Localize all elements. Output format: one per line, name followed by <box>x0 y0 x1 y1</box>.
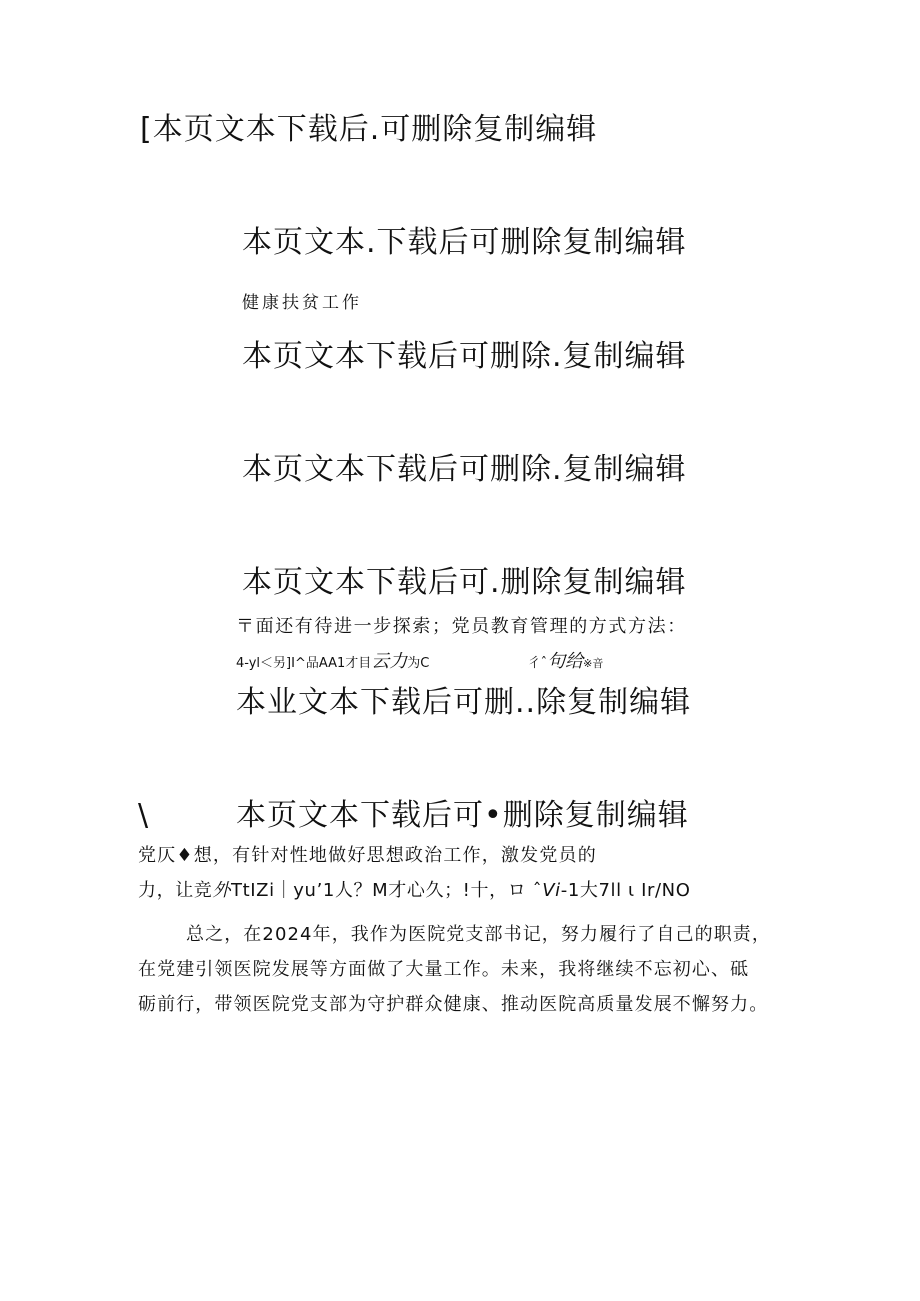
garbled-1-a: 4-yl＜另]I^品AA1才目 <box>236 656 372 671</box>
conclusion-line-1: 总之，在2024年，我作为医院党支部书记，努力履行了自己的职责， <box>186 924 772 945</box>
garbled-2-a: 力，让竞 <box>138 880 213 901</box>
watermark-line-3: 本页文本下载后可删除.复制编辑 <box>242 452 687 487</box>
garbled-1-d: 彳ˆ <box>527 656 548 671</box>
watermark-line-5: 本业文本下载后可删..除复制编辑 <box>236 685 692 720</box>
conclusion-line-2: 在党建引领医院发展等方面做了大量工作。未来，我将继续不忘初心、砥 <box>138 959 750 980</box>
garbled-line-1 <box>236 653 603 671</box>
garbled-1-e: 句给 <box>547 651 584 672</box>
garbled-line-2 <box>138 882 690 900</box>
garbled-1-b: 云力 <box>371 651 408 672</box>
garbled-2-e: -1大7ll ι Ir/NO <box>560 880 691 901</box>
watermark-line-2: 本页文本下载后可删除.复制编辑 <box>242 339 687 374</box>
watermark-line-1: 本页文本.下载后可删除复制编辑 <box>242 225 687 260</box>
conclusion-line-3: 砺前行，带领医院党支部为守护群众健康、推动医院高质量发展不懈努力。 <box>138 994 769 1015</box>
garbled-2-c: TtIZi｜yu’1人？M才心久；!十，ロ ˆ <box>231 880 543 901</box>
garbled-2-b: 外 <box>212 880 232 901</box>
header-line: [本页文本下载后.可删除复制编辑 <box>140 112 598 147</box>
section-title: 健康扶贫工作 <box>242 293 362 313</box>
garbled-1-c: 为C <box>407 656 430 671</box>
watermark-line-4: 本页文本下载后可.删除复制编辑 <box>242 565 687 600</box>
paragraph-fragment-2: 党仄♦想，有针对性地做好思想政治工作，激发党员的 <box>138 845 597 866</box>
paragraph-fragment-1: 〒面还有待进一步探索；党员教育管理的方式方法： <box>236 616 687 637</box>
backslash-mark: \ <box>138 798 150 833</box>
garbled-1-f: ※音 <box>583 657 604 670</box>
garbled-2-d: Vi <box>542 880 561 901</box>
watermark-line-6: 本页文本下载后可•删除复制编辑 <box>236 798 689 833</box>
